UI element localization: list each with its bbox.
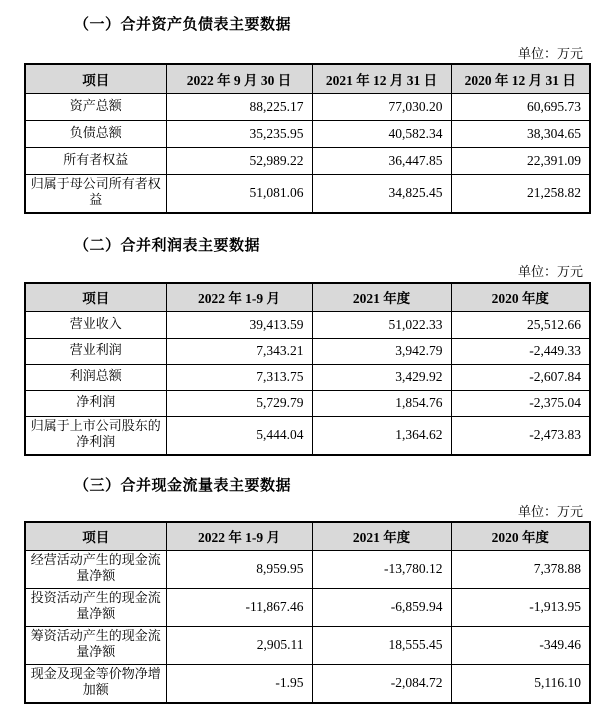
row-value: -1,913.95: [451, 588, 590, 626]
table-row: [25, 93, 590, 120]
row-value: 18,555.45: [312, 626, 451, 664]
row-value: -2,607.84: [451, 364, 590, 390]
row-value: -1.95: [166, 664, 312, 703]
row-value: 36,447.85: [312, 147, 451, 174]
header-item: 项目: [25, 283, 166, 311]
row-value: 34,825.45: [312, 174, 451, 213]
row-value: 52,989.22: [166, 147, 312, 174]
row-label: 净利润: [25, 390, 166, 416]
cashflow-unit-label: 单位：万元: [517, 505, 583, 520]
row-value: 35,235.95: [166, 120, 312, 147]
row-value: 60,695.73: [451, 93, 590, 120]
row-value: 7,378.88: [451, 550, 590, 588]
row-label: 筹资活动产生的现金流量净额: [25, 626, 166, 664]
table-header-row: [25, 522, 590, 550]
row-value: 51,022.33: [312, 311, 451, 338]
table-row: [25, 174, 590, 213]
row-value: 8,959.95: [166, 550, 312, 588]
header-period-2: 2021 年度: [312, 522, 451, 550]
row-value: 40,582.34: [312, 120, 451, 147]
row-value: 51,081.06: [166, 174, 312, 213]
table-row: [25, 390, 590, 416]
row-value: 2,905.11: [166, 626, 312, 664]
row-value: -13,780.12: [312, 550, 451, 588]
row-value: 1,854.76: [312, 390, 451, 416]
table-row: [25, 550, 590, 588]
table-row: [25, 120, 590, 147]
header-period-1: 2022 年 9 月 30 日: [166, 64, 312, 93]
header-period-3: 2020 年度: [451, 283, 590, 311]
income-section-title: （二）合并利润表主要数据: [74, 236, 261, 254]
row-value: 21,258.82: [451, 174, 590, 213]
table-header-row: [25, 64, 590, 93]
row-value: 38,304.65: [451, 120, 590, 147]
row-value: -11,867.46: [166, 588, 312, 626]
row-value: 5,116.10: [451, 664, 590, 703]
row-value: 25,512.66: [451, 311, 590, 338]
row-value: 88,225.17: [166, 93, 312, 120]
row-value: -2,449.33: [451, 338, 590, 364]
row-value: -2,084.72: [312, 664, 451, 703]
row-value: 3,942.79: [312, 338, 451, 364]
header-item: 项目: [25, 522, 166, 550]
row-value: -6,859.94: [312, 588, 451, 626]
row-value: 77,030.20: [312, 93, 451, 120]
row-label: 现金及现金等价物净增加额: [25, 664, 166, 703]
header-period-3: 2020 年度: [451, 522, 590, 550]
cashflow-section-title: （三）合并现金流量表主要数据: [74, 476, 292, 494]
cashflow-statement-table: [24, 521, 591, 704]
row-label: 营业利润: [25, 338, 166, 364]
row-value: 22,391.09: [451, 147, 590, 174]
row-value: 7,343.21: [166, 338, 312, 364]
header-period-2: 2021 年度: [312, 283, 451, 311]
row-label: 营业收入: [25, 311, 166, 338]
row-value: 7,313.75: [166, 364, 312, 390]
table-row: [25, 364, 590, 390]
row-value: -2,375.04: [451, 390, 590, 416]
header-period-2: 2021 年 12 月 31 日: [312, 64, 451, 93]
header-period-1: 2022 年 1-9 月: [166, 283, 312, 311]
row-value: 1,364.62: [312, 416, 451, 455]
row-label: 负债总额: [25, 120, 166, 147]
balance-unit-label: 单位：万元: [517, 47, 583, 62]
row-label: 资产总额: [25, 93, 166, 120]
table-row: [25, 147, 590, 174]
row-value: 3,429.92: [312, 364, 451, 390]
row-label: 归属于上市公司股东的净利润: [25, 416, 166, 455]
table-header-row: [25, 283, 590, 311]
row-label: 投资活动产生的现金流量净额: [25, 588, 166, 626]
balance-section-title: （一）合并资产负债表主要数据: [74, 15, 292, 33]
row-value: -2,473.83: [451, 416, 590, 455]
balance-sheet-table: [24, 63, 591, 214]
row-value: 39,413.59: [166, 311, 312, 338]
row-label: 利润总额: [25, 364, 166, 390]
table-row: [25, 311, 590, 338]
table-row: [25, 588, 590, 626]
row-label: 所有者权益: [25, 147, 166, 174]
table-row: [25, 416, 590, 455]
row-label: 归属于母公司所有者权益: [25, 174, 166, 213]
row-value: 5,444.04: [166, 416, 312, 455]
row-label: 经营活动产生的现金流量净额: [25, 550, 166, 588]
header-period-3: 2020 年 12 月 31 日: [451, 64, 590, 93]
row-value: -349.46: [451, 626, 590, 664]
header-item: 项目: [25, 64, 166, 93]
table-row: [25, 338, 590, 364]
table-row: [25, 626, 590, 664]
row-value: 5,729.79: [166, 390, 312, 416]
header-period-1: 2022 年 1-9 月: [166, 522, 312, 550]
income-unit-label: 单位：万元: [517, 265, 583, 280]
table-row: [25, 664, 590, 703]
income-statement-table: [24, 282, 591, 456]
